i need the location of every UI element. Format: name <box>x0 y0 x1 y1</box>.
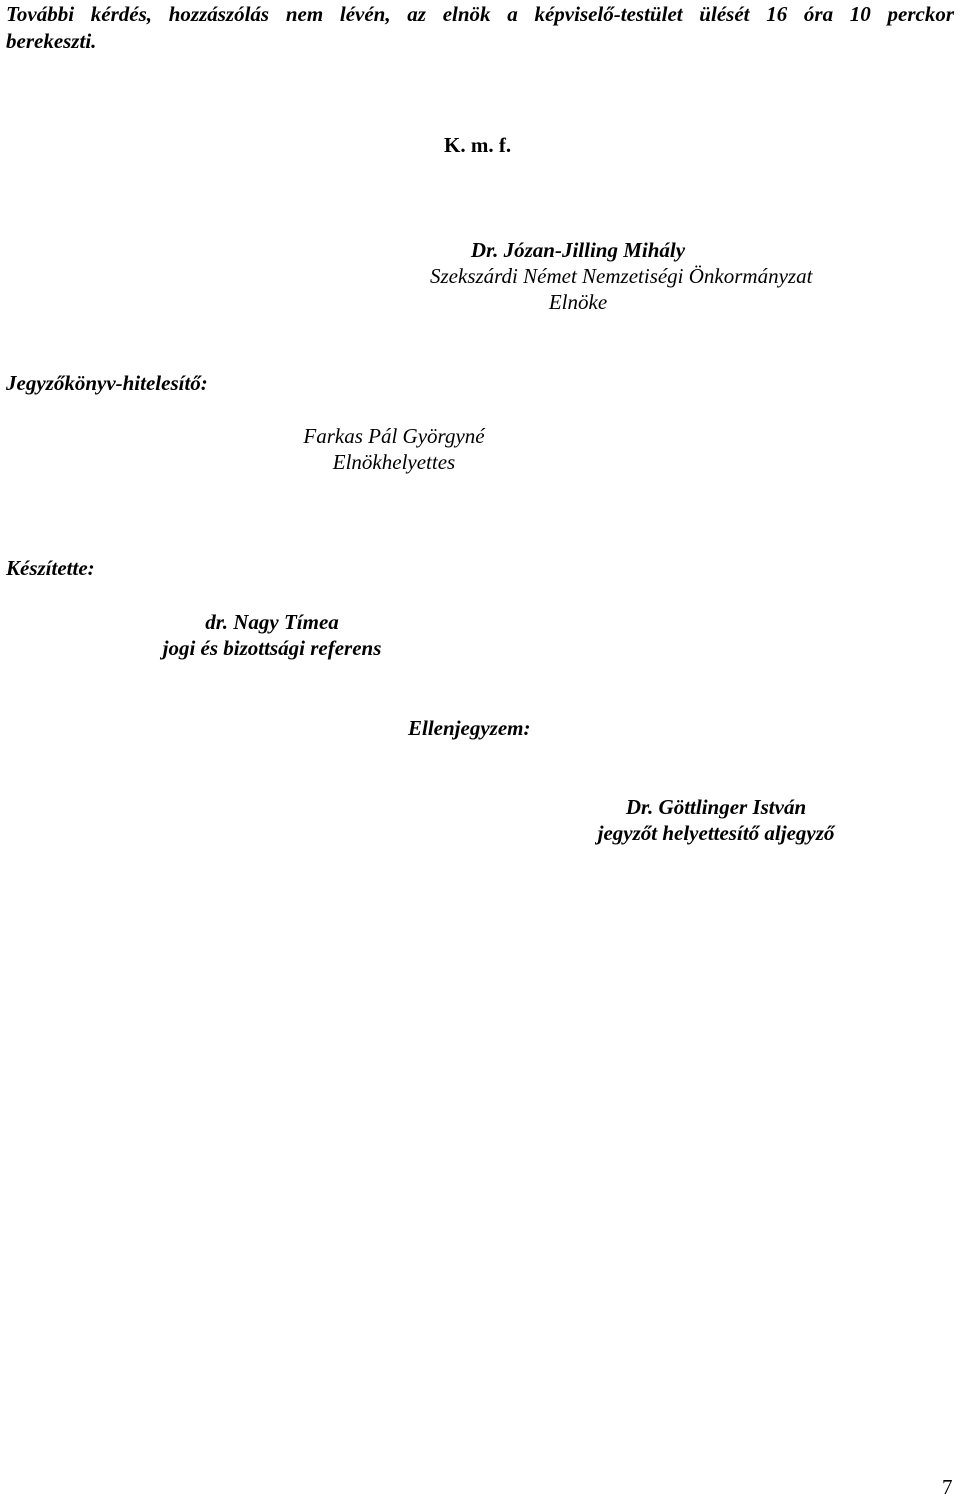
authenticator-signature-block <box>283 423 505 475</box>
authenticator-name: Farkas Pál Györgyné <box>303 424 485 448</box>
authenticator-title: Elnökhelyettes <box>332 450 456 474</box>
prepared-by-name: dr. Nagy Tímea <box>205 610 339 634</box>
countersign-name: Dr. Göttlinger István <box>625 795 807 819</box>
prepared-by-label: Készítette: <box>6 556 95 580</box>
countersign-label: Ellenjegyzem: <box>408 716 531 740</box>
authenticator-label: Jegyzőkönyv-hitelesítő: <box>6 371 208 395</box>
kmf-label: K. m. f. <box>444 133 512 157</box>
prepared-by-signature-block <box>140 609 404 661</box>
closing-paragraph-line-2: berekeszti. <box>6 29 97 53</box>
closing-paragraph-line-1: További kérdés, hozzászólás nem lévén, az elnök a képviselő-testület ülését 16 óra 10 perckor <box>6 2 954 26</box>
chairman-title: Elnöke <box>548 290 608 314</box>
page-number: 7 <box>942 1475 953 1499</box>
countersign-signature-block <box>578 794 854 846</box>
chairman-org: Szekszárdi Német Nemzetiségi Önkormányzat <box>430 264 813 288</box>
chairman-name: Dr. Józan-Jilling Mihály <box>470 238 686 262</box>
countersign-title: jegyzőt helyettesítő aljegyző <box>597 821 835 845</box>
prepared-by-title: jogi és bizottsági referens <box>162 636 382 660</box>
chairman-signature-block <box>430 237 813 315</box>
